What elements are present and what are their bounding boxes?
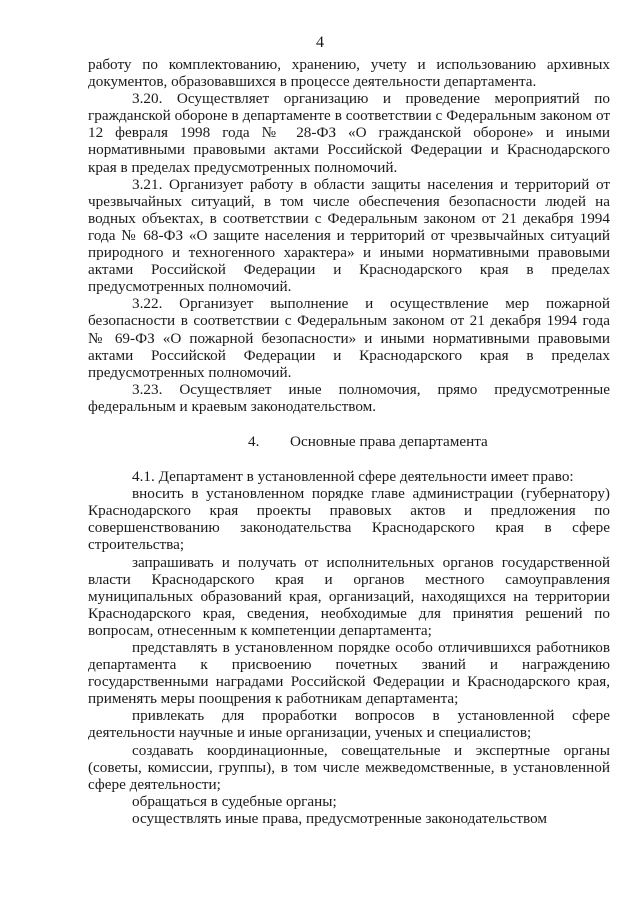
section-title: Основные права департамента [290, 432, 488, 450]
right-item-courts: обращаться в судебные органы; [132, 792, 337, 810]
paragraph-3-21: 3.21. Организует работу в области защиты населения и территорий от чрезвычайных ситуаций, в том числе обеспечения безопасности людей на водных объектах, в соответствии с Федеральным законом от 21 декабря 1994 года № 68-ФЗ «О защите населения и территорий от чрезвычайных ситуаций природного и техногенного характера» и иными нормативными правовыми актами Российской Федерации и Краснодарского края в пределах предусмотренных полномочий. [88, 175, 610, 296]
paragraph-3-22: 3.22. Организует выполнение и осуществление мер пожарной безопасности в соответствии с Федеральным законом от 21 декабря 1994 года № 69-ФЗ «О пожарной безопасности» и иными нормативными правовыми актами Российской Федерации и Краснодарского края в пределах предусмотренных полномочий. [88, 295, 610, 381]
section-heading [88, 433, 610, 450]
page-number: 4 [316, 34, 324, 51]
paragraph-4-1: 4.1. Департамент в установленной сфере деятельности имеет право: [132, 468, 574, 486]
right-item-awards: представлять в установленном порядке особо отличившихся работников департамента к присвоению почетных званий и награждению государственными наградами Российской Федерации и Краснодарского края, применять меры поощрения к работникам департамента; [88, 639, 610, 708]
section-number: 4. [248, 432, 260, 450]
right-item-other-rights: осуществлять иные права, предусмотренные законодательством [132, 809, 547, 827]
paragraph-continuation: работу по комплектованию, хранению, учету и использованию архивных документов, образовавшихся в процессе деятельности департамента. [88, 56, 610, 91]
right-item-request-info: запрашивать и получать от исполнительных органов государственной власти Краснодарского края и органов местного самоуправления муниципальных образований края, организаций, находящихся на территории Краснодарского края, сведения, необходимые для принятия решений по вопросам, отнесенным к компетенции департамента; [88, 553, 610, 639]
right-item-involve-experts: привлекать для проработки вопросов в установленной сфере деятельности научные и иные организации, ученых и специалистов; [88, 707, 610, 742]
paragraph-3-20: 3.20. Осуществляет организацию и проведение мероприятий по гражданской обороне в департаменте в соответствии с Федеральным законом от 12 февраля 1998 года № 28-ФЗ «О гражданской обороне» и иными нормативными правовыми актами Российской Федерации и Краснодарского края в пределах предусмотренных полномочий. [88, 90, 610, 176]
right-item-create-bodies: создавать координационные, совещательные и экспертные органы (советы, комиссии, группы), в том числе межведомственные, в установленной сфере деятельности; [88, 741, 610, 793]
paragraph-3-23: 3.23. Осуществляет иные полномочия, прямо предусмотренные федеральным и краевым законодательством. [88, 380, 610, 415]
document-body [88, 56, 610, 827]
right-item-submit-drafts: вносить в установленном порядке главе администрации (губернатору) Краснодарского края проекты правовых актов и предложения по совершенствованию законодательства Краснодарского края в сфере строительства; [88, 485, 610, 554]
